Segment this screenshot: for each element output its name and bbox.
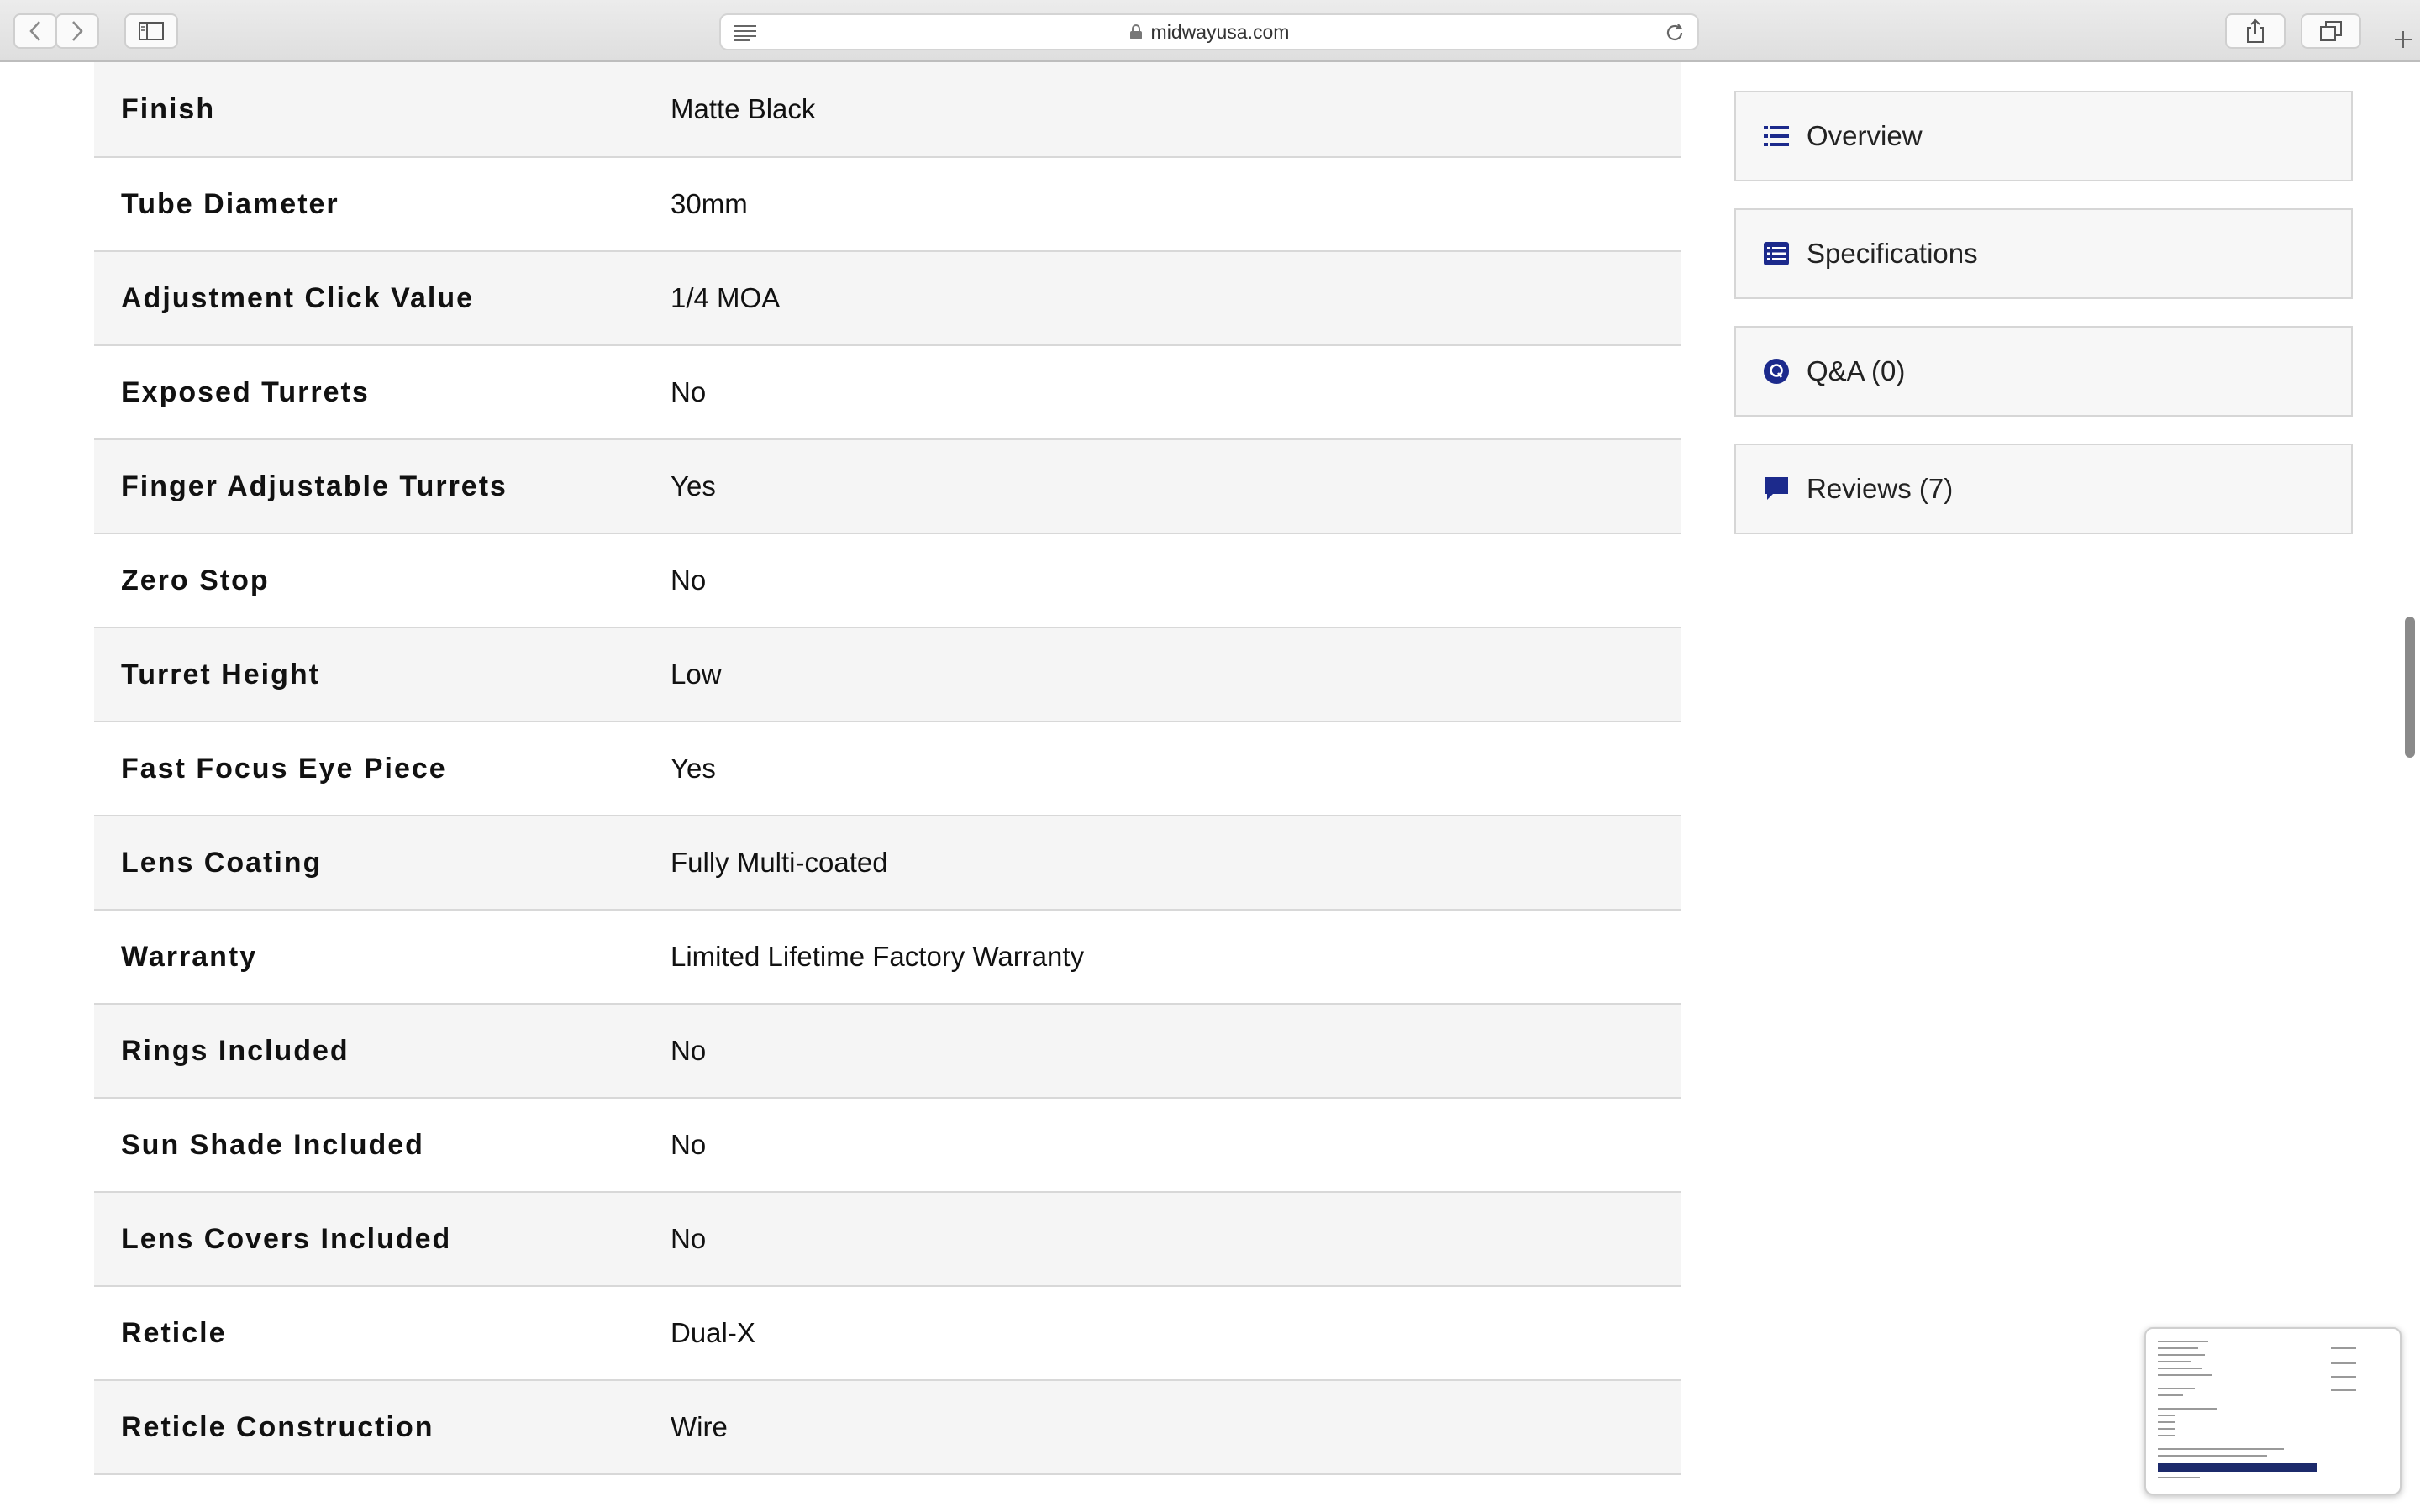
spec-value: Yes — [671, 753, 716, 784]
spec-name: Turret Height — [121, 658, 320, 690]
url-display — [721, 15, 1697, 49]
list-icon — [1763, 123, 1790, 150]
table-row — [94, 346, 1681, 440]
chevron-right-icon — [71, 20, 84, 42]
new-tab-button[interactable] — [2386, 17, 2420, 62]
spec-name: Adjustment Click Value — [121, 281, 474, 314]
tabs-icon — [2319, 20, 2343, 42]
specifications-table — [94, 62, 1681, 1475]
nav-label: Overview — [1807, 120, 1923, 151]
spec-value: Matte Black — [671, 93, 816, 124]
spec-value: 30mm — [671, 188, 748, 219]
spec-name: Finish — [121, 92, 216, 125]
table-row — [94, 722, 1681, 816]
back-button[interactable] — [13, 13, 57, 49]
nav-label: Specifications — [1807, 238, 1978, 269]
spec-value: Wire — [671, 1411, 728, 1442]
table-row — [94, 534, 1681, 628]
table-row — [94, 252, 1681, 346]
spec-value: Dual-X — [671, 1317, 755, 1348]
table-row — [94, 440, 1681, 534]
table-row — [94, 628, 1681, 722]
table-row — [94, 158, 1681, 252]
spec-list-icon — [1763, 240, 1790, 267]
spec-value: No — [671, 564, 707, 596]
spec-value: No — [671, 1035, 707, 1066]
comment-icon — [1763, 475, 1790, 502]
spec-name: Lens Covers Included — [121, 1222, 452, 1255]
nav-label: Reviews (7) — [1807, 473, 1954, 504]
table-row — [94, 1005, 1681, 1099]
forward-button[interactable] — [55, 13, 99, 49]
address-bar[interactable] — [719, 13, 1699, 50]
sidebar-icon — [139, 22, 164, 40]
spec-name: Finger Adjustable Turrets — [121, 470, 508, 502]
chevron-left-icon — [29, 20, 42, 42]
table-row — [94, 911, 1681, 1005]
plus-icon — [2394, 30, 2412, 49]
table-row — [94, 62, 1681, 158]
table-row — [94, 816, 1681, 911]
spec-value: No — [671, 1223, 707, 1254]
spec-value: Fully Multi-coated — [671, 847, 888, 878]
spec-value: No — [671, 1129, 707, 1160]
nav-reviews[interactable] — [1734, 444, 2353, 534]
spec-name: Rings Included — [121, 1034, 350, 1067]
browser-toolbar — [0, 0, 2420, 62]
spec-value: Yes — [671, 470, 716, 501]
spec-value: Limited Lifetime Factory Warranty — [671, 941, 1085, 972]
scrollbar-thumb[interactable] — [2405, 617, 2415, 758]
spec-name: Exposed Turrets — [121, 375, 370, 408]
table-row — [94, 1099, 1681, 1193]
share-icon — [2245, 18, 2265, 44]
spec-name: Sun Shade Included — [121, 1128, 424, 1161]
question-icon — [1763, 358, 1790, 385]
nav-overview[interactable] — [1734, 91, 2353, 181]
lock-icon — [1129, 24, 1143, 40]
reload-icon[interactable] — [1664, 22, 1686, 48]
table-row — [94, 1287, 1681, 1381]
spec-value: Low — [671, 659, 722, 690]
spec-name: Tube Diameter — [121, 187, 339, 220]
table-row — [94, 1381, 1681, 1475]
nav-specifications[interactable] — [1734, 208, 2353, 299]
page-thumbnail[interactable] — [2144, 1327, 2402, 1495]
spec-name: Lens Coating — [121, 846, 323, 879]
nav-label: Q&A (0) — [1807, 355, 1906, 386]
nav-questions[interactable] — [1734, 326, 2353, 417]
spec-name: Zero Stop — [121, 564, 270, 596]
tab-overview-button[interactable] — [2301, 13, 2361, 49]
spec-name: Reticle Construction — [121, 1410, 434, 1443]
spec-name: Fast Focus Eye Piece — [121, 752, 447, 785]
section-nav — [1734, 91, 2353, 561]
sidebar-toggle-button[interactable] — [124, 13, 178, 49]
share-button[interactable] — [2225, 13, 2286, 49]
table-row — [94, 1193, 1681, 1287]
spec-value: 1/4 MOA — [671, 282, 781, 313]
url-text: midwayusa.com — [1150, 20, 1290, 43]
spec-name: Warranty — [121, 940, 258, 973]
spec-value: No — [671, 376, 707, 407]
spec-name: Reticle — [121, 1316, 227, 1349]
